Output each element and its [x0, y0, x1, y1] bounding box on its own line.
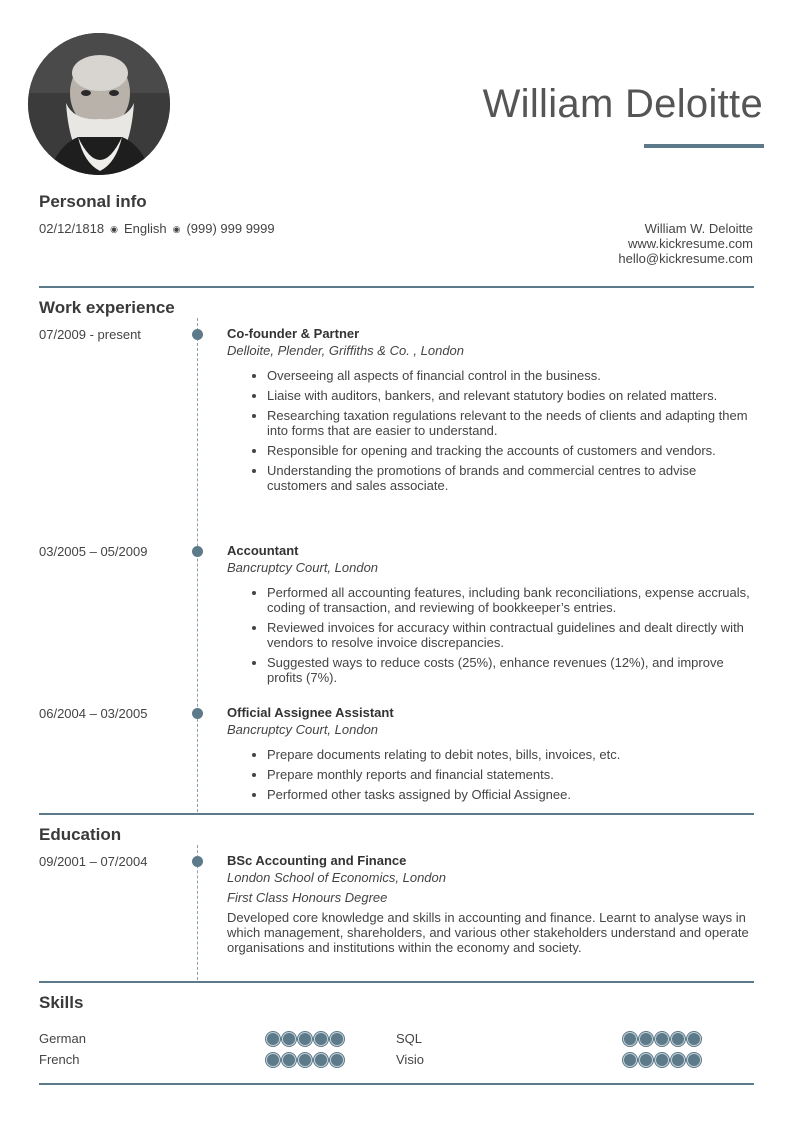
job-dates: 03/2005 – 05/2009	[39, 544, 148, 559]
rating-dot-icon	[623, 1053, 637, 1067]
rating-dot-icon	[655, 1053, 669, 1067]
job-bullets	[227, 368, 755, 493]
rating-dot-icon	[671, 1053, 685, 1067]
rating-dot-icon	[687, 1053, 701, 1067]
skill-rating	[266, 1053, 344, 1067]
skill-rating	[266, 1032, 344, 1046]
name-underline	[644, 144, 764, 148]
education-title: Education	[39, 825, 122, 844]
rating-dot-icon	[671, 1032, 685, 1046]
rating-dot-icon	[639, 1032, 653, 1046]
job-role: Official Assignee Assistant	[227, 705, 394, 720]
personal-info-title: Personal info	[39, 192, 147, 211]
timeline-dot	[192, 856, 203, 867]
education-description: Developed core knowledge and skills in accounting and finance. Learnt to analyse ways in which management, shareholders, and various other stakeholders understand and operate organisations and institutions within the economy and society.	[227, 910, 749, 955]
job-entry	[227, 326, 755, 498]
education-entry	[227, 853, 755, 955]
job-org: Bancruptcy Court, London	[227, 722, 379, 737]
section-divider	[39, 286, 754, 288]
work-timeline	[197, 318, 198, 812]
job-bullets	[227, 747, 755, 802]
section-divider	[39, 981, 754, 983]
birth-date: 02/12/1818	[39, 221, 105, 236]
skill-name: German	[39, 1031, 86, 1046]
section-divider	[39, 1083, 754, 1085]
phone: (999) 999 9999	[186, 221, 275, 236]
candidate-name: William Deloitte	[482, 82, 763, 126]
rating-dot-icon	[655, 1032, 669, 1046]
email-link[interactable]: hello@kickresume.com	[618, 251, 753, 266]
rating-dot-icon	[266, 1032, 280, 1046]
list-item: • Understanding the promotions of brands and commercial centres to advise customers and sales associate.	[267, 463, 755, 493]
list-item: • Reviewed invoices for accuracy within contractual guidelines and dealt directly with vendors to resolve invoice discrepancies.	[267, 620, 755, 650]
rating-dot-icon	[687, 1032, 701, 1046]
list-item: • Performed all accounting features, including bank reconciliations, expense accruals, coding of transaction, and reviewing of bookkeeper’s entries.	[267, 585, 755, 615]
rating-dot-icon	[282, 1032, 296, 1046]
rating-dot-icon	[314, 1053, 328, 1067]
skill-rating	[623, 1032, 701, 1046]
list-item: • Liaise with auditors, bankers, and relevant statutory bodies on related matters.	[267, 388, 755, 403]
job-bullets	[227, 585, 755, 685]
list-item: • Prepare documents relating to debit notes, bills, invoices, etc.	[267, 747, 755, 762]
job-org: Bancruptcy Court, London	[227, 560, 379, 575]
rating-dot-icon	[298, 1032, 312, 1046]
education-dates: 09/2001 – 07/2004	[39, 854, 148, 869]
rating-dot-icon	[330, 1032, 344, 1046]
list-item: • Prepare monthly reports and financial statements.	[267, 767, 755, 782]
job-role: Accountant	[227, 543, 299, 558]
job-entry	[227, 543, 755, 690]
personal-info-line	[39, 221, 275, 236]
skills-title: Skills	[39, 993, 84, 1012]
bullet-circle-icon: ◉	[110, 224, 118, 234]
list-item: • Performed other tasks assigned by Official Assignee.	[267, 787, 755, 802]
timeline-dot	[192, 708, 203, 719]
list-item: • Responsible for opening and tracking the accounts of customers and vendors.	[267, 443, 755, 458]
timeline-dot	[192, 546, 203, 557]
rating-dot-icon	[282, 1053, 296, 1067]
skill-name: French	[39, 1052, 80, 1067]
rating-dot-icon	[330, 1053, 344, 1067]
degree-title: BSc Accounting and Finance	[227, 853, 407, 868]
honours: First Class Honours Degree	[227, 890, 388, 905]
timeline-dot	[192, 329, 203, 340]
job-role: Co-founder & Partner	[227, 326, 360, 341]
rating-dot-icon	[314, 1032, 328, 1046]
job-dates: 07/2009 - present	[39, 327, 141, 342]
contact-block	[618, 221, 753, 266]
profile-photo	[28, 33, 170, 175]
language: English	[123, 221, 167, 236]
rating-dot-icon	[623, 1032, 637, 1046]
section-divider	[39, 813, 754, 815]
rating-dot-icon	[298, 1053, 312, 1067]
skill-name: SQL	[396, 1031, 423, 1046]
skill-rating	[623, 1053, 701, 1067]
work-experience-title: Work experience	[39, 298, 175, 317]
list-item: • Researching taxation regulations relevant to the needs of clients and adapting them into forms that are easier to understand.	[267, 408, 755, 438]
bullet-circle-icon: ◉	[172, 224, 181, 234]
rating-dot-icon	[639, 1053, 653, 1067]
website-link[interactable]: www.kickresume.com	[628, 236, 753, 251]
full-name: William W. Deloitte	[644, 221, 753, 236]
job-dates: 06/2004 – 03/2005	[39, 706, 148, 721]
portrait-image	[28, 33, 170, 175]
job-org: Delloite, Plender, Griffiths & Co. , London	[227, 343, 465, 358]
list-item: • Suggested ways to reduce costs (25%), enhance revenues (12%), and improve profits (7%).	[267, 655, 755, 685]
school-name: London School of Economics, London	[227, 870, 446, 885]
job-entry	[227, 705, 755, 807]
list-item: • Overseeing all aspects of financial control in the business.	[267, 368, 755, 383]
rating-dot-icon	[266, 1053, 280, 1067]
skill-name: Visio	[396, 1052, 424, 1067]
